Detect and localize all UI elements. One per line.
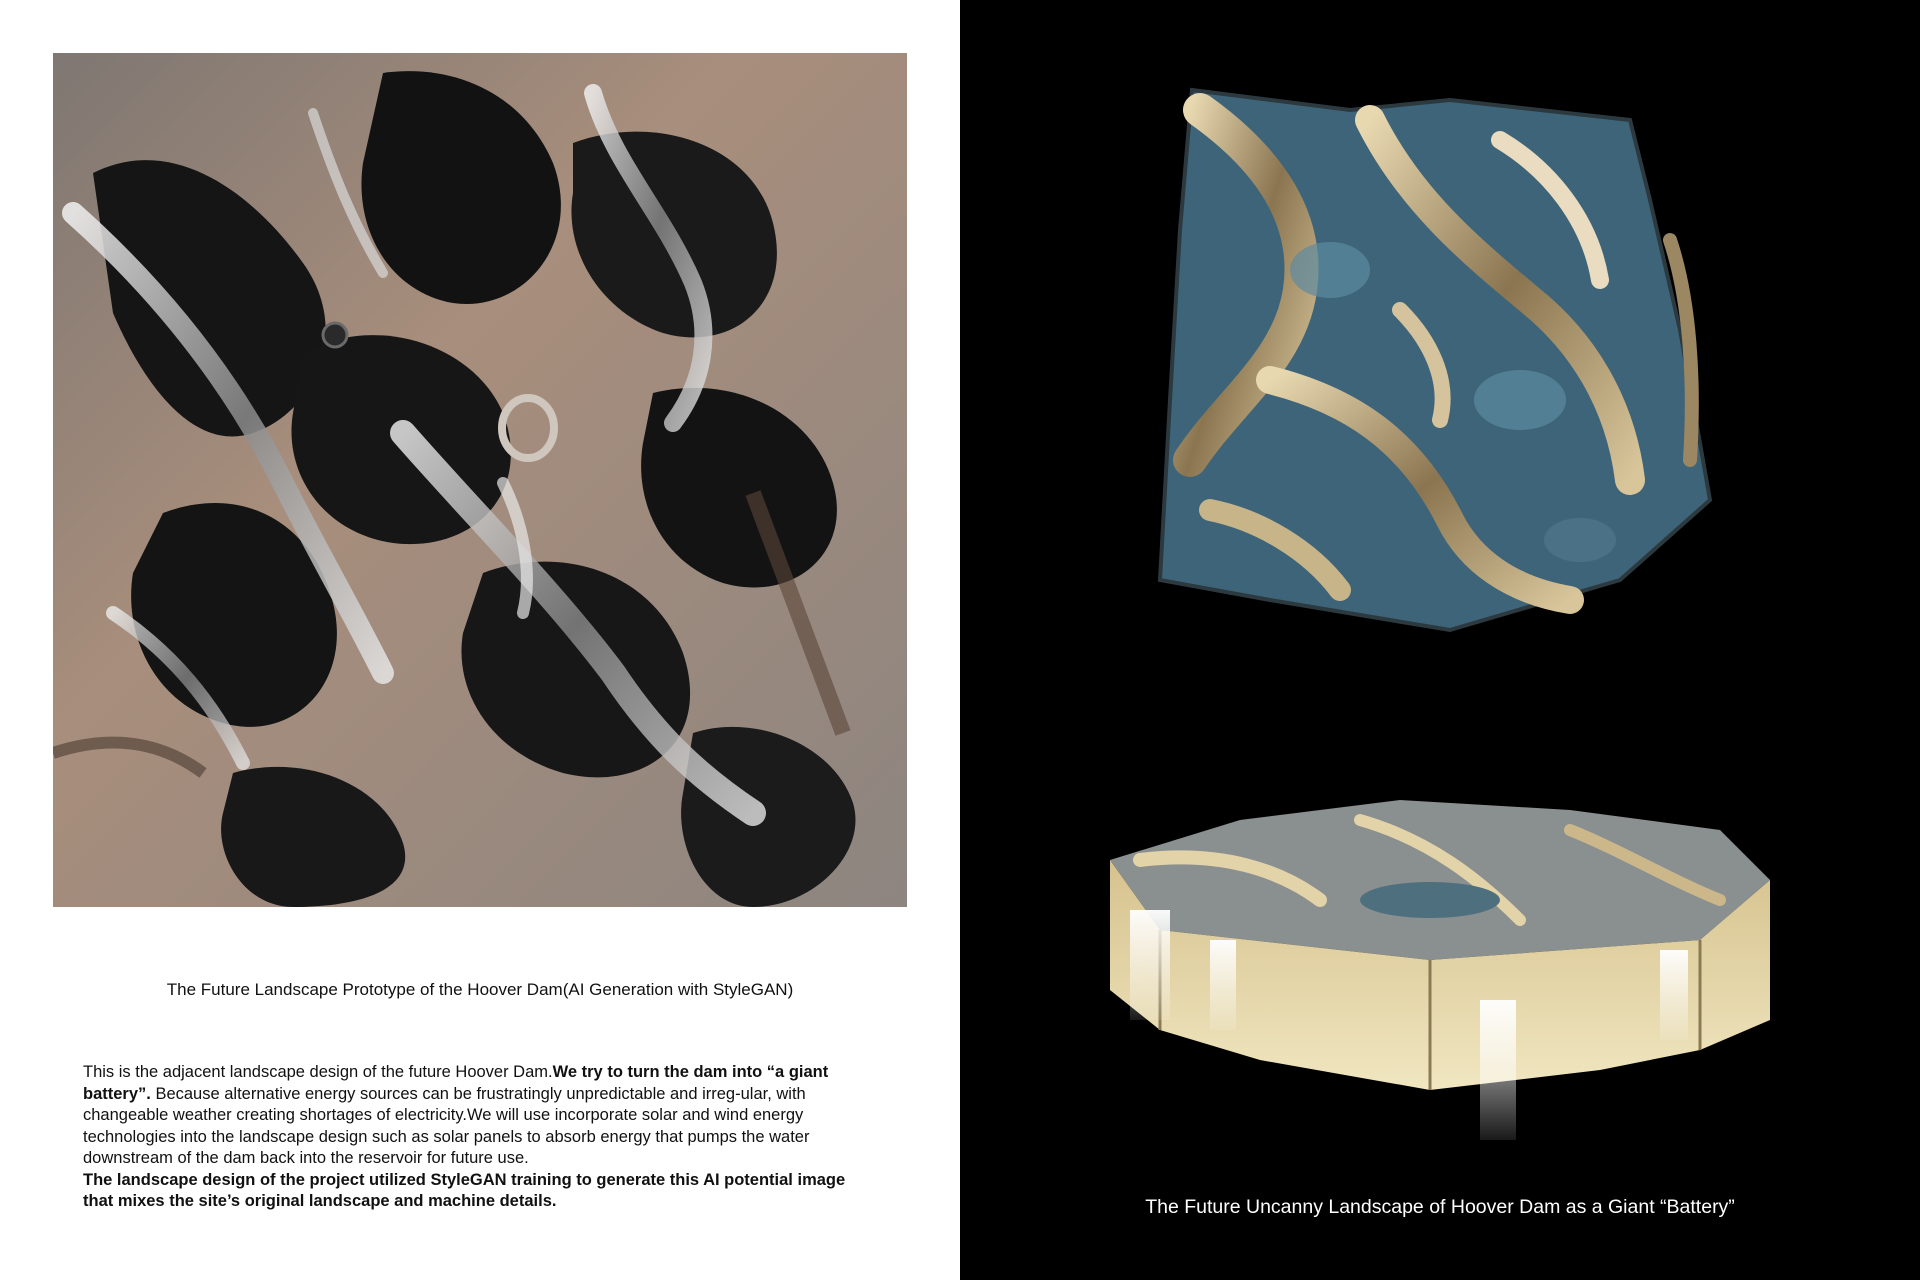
left-image-caption: The Future Landscape Prototype of the Hoover Dam(AI Generation with StyleGAN) — [166, 980, 794, 999]
uncanny-landscape-block-graphic — [1100, 790, 1780, 1160]
uncanny-landscape-block-image — [1100, 790, 1780, 1160]
description-intro: This is the adjacent landscape design of the future Hoover Dam. — [83, 1063, 553, 1081]
uncanny-landscape-plan-image — [1150, 80, 1720, 670]
stylegan-landscape-graphic — [53, 53, 907, 907]
project-description-paragraph — [83, 1062, 863, 1213]
right-image-caption: The Future Uncanny Landscape of Hoover Dam as a Giant “Battery” — [1145, 1196, 1735, 1218]
uncanny-landscape-plan-graphic — [1150, 80, 1720, 670]
description-emphasis-battery: We try to turn the dam into “a giant battery”. — [83, 1063, 829, 1103]
description-emphasis-stylegan: The landscape design of the project utilized StyleGAN training to generate this AI potential image that mixes the site’s original landscape and machine details. — [83, 1170, 846, 1210]
stylegan-landscape-image — [53, 53, 907, 907]
description-middle: Because alternative energy sources can be frustratingly unpredictable and irreg-ular, with changeable weather creating shortages of electricity.We will use incorporate solar and wind energy technologies into the landscape design such as solar panels to absorb energy that pumps the water downstream of the dam back into the reservoir for future use. — [83, 1084, 810, 1167]
